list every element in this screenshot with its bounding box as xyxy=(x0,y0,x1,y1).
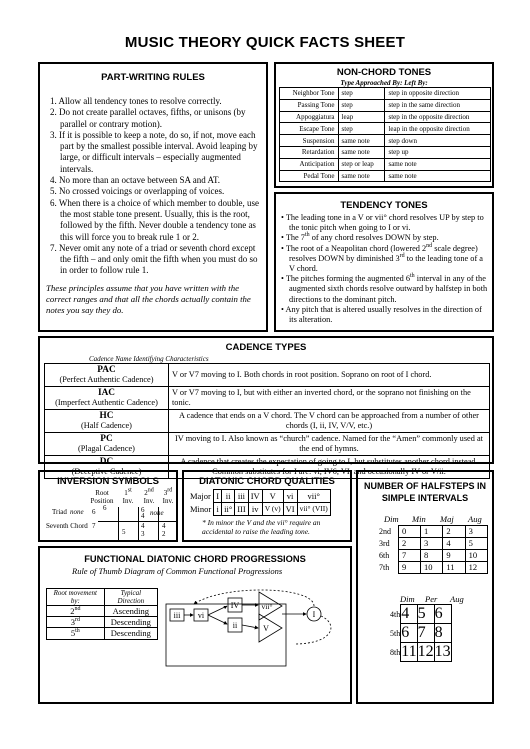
root-col: Root Position xyxy=(90,489,114,505)
halfsteps-cols2: Dim Per Aug xyxy=(400,593,464,604)
minor-chord: III xyxy=(235,503,249,516)
halfstep-count: 6 xyxy=(401,624,417,643)
interval-label: 6th xyxy=(379,550,390,560)
interval-row xyxy=(390,605,451,624)
direction: Descending xyxy=(104,628,157,639)
interval-label: 7th xyxy=(379,562,390,572)
cadence-panel xyxy=(38,336,494,476)
interval-label: 4th xyxy=(390,609,401,619)
cadence-name: HC (Half Cadence) xyxy=(45,410,169,433)
interval: 2nd xyxy=(47,606,105,617)
page-title: MUSIC THEORY QUICK FACTS SHEET xyxy=(124,34,406,51)
node-vii: vii° xyxy=(261,602,273,611)
tendency-item: • Any pitch that is altered usually resolves in the direction of its alteration. xyxy=(281,304,482,325)
progressions-subheading: Rule of Thumb Diagram of Common Functional Progressions xyxy=(72,566,283,576)
rule-item: 3. If it is possible to keep a note, do so, if not, move each part by the smallest possible interval. Avoid leaping by large, or difficult intervals – especially augmented intervals. xyxy=(50,129,258,174)
rule-item: 2. Do not create parallel octaves, fifths, or unisons (by parallel or contrary motion). xyxy=(50,107,246,129)
inversion-heading: INVERSION SYMBOLS xyxy=(57,476,159,487)
nct-approach: step xyxy=(338,99,385,111)
halfstep-count: 9 xyxy=(443,549,465,561)
node-vi: vi xyxy=(197,611,205,620)
halfstep-count: 13 xyxy=(434,643,451,660)
nct-left: step up xyxy=(385,146,491,158)
part-writing-panel xyxy=(38,62,268,332)
non-chord-row xyxy=(280,123,491,135)
triad-root-value: none xyxy=(70,508,84,516)
halfstep-count: 10 xyxy=(465,549,487,561)
halfstep-count: 3 xyxy=(465,525,487,537)
cadence-desc: A cadence that ends on a V chord. The V chord can be approached from a number of other chords (I, ii, IV, V/V, etc.) xyxy=(169,410,490,433)
part-writing-heading: PART-WRITING RULES xyxy=(101,72,205,83)
halfstep-count: 2 xyxy=(443,525,465,537)
halfstep-count: 3 xyxy=(421,537,443,549)
halfstep-count: 5 xyxy=(417,605,434,624)
triad-first-inv: 6 xyxy=(103,504,107,512)
diatonic-panel xyxy=(182,470,352,542)
cadence-table xyxy=(44,363,490,479)
halfstep-count: 12 xyxy=(417,643,434,660)
seventh-third-inv-2: 2 xyxy=(162,530,166,538)
nct-left: step in the opposite direction xyxy=(385,111,491,123)
halfstep-count: 4 xyxy=(401,605,417,624)
cadence-row xyxy=(45,364,490,387)
rule-item: 1. Allow all tendency tones to resolve correctly. xyxy=(50,96,222,106)
non-chord-row xyxy=(280,111,491,123)
halfsteps-table xyxy=(376,525,488,574)
nct-left: same note xyxy=(385,170,491,182)
rule-item: 5. No crossed voicings or overlapping of voices. xyxy=(50,186,225,197)
nct-type: Retardation xyxy=(280,146,339,158)
direction-head: Typical Direction xyxy=(104,589,157,606)
triad-third-inv: none xyxy=(150,509,164,517)
tendency-panel xyxy=(274,192,494,332)
cadence-desc: A cadence that creates the expectation of going to I, but substitutes another chord instead. Common substitutes for I are: vi, IV6, VI, and occasionally IV or V/ii. xyxy=(169,456,490,479)
interval-row xyxy=(390,643,451,662)
nct-type: Neighbor Tone xyxy=(280,88,339,100)
non-chord-heading: NON-CHORD TONES xyxy=(336,67,432,78)
halfstep-count: 11 xyxy=(443,561,465,573)
halfstep-count: 12 xyxy=(465,561,487,573)
nct-left: step in opposite direction xyxy=(385,88,491,100)
major-chord: V xyxy=(262,490,283,503)
major-label: Major xyxy=(190,491,211,501)
major-chord: IV xyxy=(248,490,262,503)
interval-row xyxy=(376,549,488,561)
cadence-row xyxy=(45,410,490,433)
triad-label: Triad xyxy=(52,508,67,516)
nct-type: Anticipation xyxy=(280,158,339,170)
minor-chord: V (v) xyxy=(262,503,283,516)
non-chord-row xyxy=(280,135,491,147)
third-inv-col: 3rd Inv. xyxy=(162,487,174,505)
tendency-heading: TENDENCY TONES xyxy=(340,200,428,211)
seventh-second-inv-4: 4 xyxy=(141,522,145,530)
halfstep-count: 5 xyxy=(465,537,487,549)
nct-type: Pedal Tone xyxy=(280,170,339,182)
first-inv-col: 1st Inv. xyxy=(122,487,134,505)
interval-row xyxy=(376,525,488,537)
major-chord: I xyxy=(214,490,222,503)
tendency-item: • The leading tone in a V or vii° chord resolves UP by step to the tonic pitch when going to I or vi. xyxy=(281,213,484,233)
seventh-root: 7 xyxy=(92,522,96,530)
root-movement-head: Root movement by: xyxy=(47,589,105,606)
halfstep-count: 8 xyxy=(421,549,443,561)
cadence-heading: CADENCE TYPES xyxy=(225,342,307,353)
second-inv-col: 2nd Inv. xyxy=(143,487,155,505)
halfstep-count: 11 xyxy=(401,643,417,660)
non-chord-subheading: Type Approached By: Left By: xyxy=(340,79,428,87)
part-writing-note: These principles assume that you have written with the correct ranges and that all the chords actually contain the notes you say they do. xyxy=(46,282,251,315)
seventh-label: Seventh Chord xyxy=(46,522,88,530)
root-movement-table xyxy=(46,588,158,640)
rule-item: 7. Never omit any note of a triad or seventh chord except the fifth – and only omit the fifth when you must do so in order to follow rule 1. xyxy=(50,242,258,276)
minor-chord: VI xyxy=(283,503,297,516)
minor-chord: i xyxy=(214,503,222,516)
interval-label: 2nd xyxy=(379,526,391,536)
major-chord: vii° xyxy=(297,490,330,503)
cadence-name: DC (Deceptive Cadence) xyxy=(45,456,169,479)
halfsteps-heading: NUMBER OF HALFSTEPS IN SIMPLE INTERVALS xyxy=(363,481,486,503)
triad-second-inv-four: 4 xyxy=(141,512,145,520)
interval-row xyxy=(376,537,488,549)
tendency-item: • The pitches forming the augmented 6th interval in any of the augmented sixth chords resolve outward by halfstep in both directions to the dominant pitch. xyxy=(281,273,488,304)
nct-approach: same note xyxy=(338,135,385,147)
nct-type: Suspension xyxy=(280,135,339,147)
rule-item: 6. When there is a choice of which member to double, use the most stable tone present. Usually, this is the root, followed by the fifth. Never double a tendency tone as this will force you to break rule 1 or 2. xyxy=(50,197,260,242)
triad-second-inv-six: 6 xyxy=(141,506,145,514)
cadence-row xyxy=(45,433,490,456)
halfsteps-table-2 xyxy=(390,604,452,662)
non-chord-row xyxy=(280,158,491,170)
node-ii: ii xyxy=(232,621,238,630)
halfstep-count: 7 xyxy=(417,624,434,643)
nct-approach: step xyxy=(338,88,385,100)
interval-row xyxy=(376,561,488,573)
tendency-item: • The 7th of any chord resolves DOWN by step. xyxy=(281,232,439,243)
halfstep-count: 1 xyxy=(421,525,443,537)
direction: Descending xyxy=(104,617,157,628)
node-iii: iii xyxy=(173,611,181,620)
nct-type: Passing Tone xyxy=(280,99,339,111)
cadence-name: PAC (Perfect Authentic Cadence) xyxy=(45,364,169,387)
halfstep-count: 4 xyxy=(443,537,465,549)
triad-root-six: 6 xyxy=(92,508,96,516)
cadence-desc: IV moving to I. Also known as “church” cadence. Named for the “Amen” commonly used at the end of hymns. xyxy=(169,433,490,456)
cadence-desc: V or V7 moving to I. Both chords in root position. Soprano on root of I chord. xyxy=(169,364,490,387)
minor-label: Minor xyxy=(190,504,212,514)
seventh-first-inv: 5 xyxy=(122,528,126,536)
direction: Ascending xyxy=(104,606,157,617)
halfsteps-panel xyxy=(356,470,494,704)
cadence-row xyxy=(45,387,490,410)
nct-type: Escape Tone xyxy=(280,123,339,135)
non-chord-row xyxy=(280,146,491,158)
nct-approach: step or leap xyxy=(338,158,385,170)
nct-left: leap in the opposite direction xyxy=(385,123,491,135)
nct-approach: same note xyxy=(338,146,385,158)
non-chord-row xyxy=(280,88,491,100)
nct-left: same note xyxy=(385,158,491,170)
node-V: V xyxy=(263,624,269,633)
major-chord: vi xyxy=(283,490,297,503)
diatonic-heading: DIATONIC CHORD QUALITIES xyxy=(199,476,335,487)
interval: 3rd xyxy=(47,617,105,628)
halfstep-count: 10 xyxy=(421,561,443,573)
diatonic-table xyxy=(188,489,331,516)
interval-label: 3rd xyxy=(379,538,390,548)
cadence-name: IAC (Imperfect Authentic Cadence) xyxy=(45,387,169,410)
cadence-desc: V or V7 moving to I, but with either an inverted chord, or the soprano not finishing on the tonic. xyxy=(169,387,490,410)
nct-approach: same note xyxy=(338,170,385,182)
halfstep-count: 8 xyxy=(434,624,451,643)
tendency-item: • The root of a Neapolitan chord (lowered 2nd scale degree) resolves DOWN by diminished 3rd to the leading tone of a V chord. xyxy=(281,242,483,274)
interval-label: 8th xyxy=(390,647,401,657)
nct-left: step down xyxy=(385,135,491,147)
diatonic-note: * In minor the V and the vii° require an accidental to raise the leading tone. xyxy=(202,518,321,536)
minor-chord: ii° xyxy=(222,503,235,516)
seventh-second-inv-3: 3 xyxy=(141,530,145,538)
major-chord: ii xyxy=(222,490,235,503)
halfstep-count: 9 xyxy=(399,561,421,573)
progressions-panel xyxy=(38,546,352,704)
interval-label: 5th xyxy=(390,628,401,638)
non-chord-table xyxy=(279,87,491,182)
halfstep-count: 2 xyxy=(399,537,421,549)
non-chord-row xyxy=(280,170,491,182)
non-chord-row xyxy=(280,99,491,111)
major-chord: iii xyxy=(235,490,249,503)
progression-diagram xyxy=(164,584,348,670)
nct-left: step in the same direction xyxy=(385,99,491,111)
halfstep-count: 6 xyxy=(434,605,451,624)
node-I: I xyxy=(312,610,316,619)
cadence-name: PC (Plagal Cadence) xyxy=(45,433,169,456)
interval: 5th xyxy=(47,628,105,639)
rule-item: 4. No more than an octave between SA and AT. xyxy=(50,175,221,186)
halfstep-count: 0 xyxy=(399,525,421,537)
inversion-panel xyxy=(38,470,178,542)
halfstep-count: 7 xyxy=(399,549,421,561)
seventh-third-inv-4: 4 xyxy=(162,522,166,530)
cadence-subheading: Cadence Name Identifying Characteristics xyxy=(89,355,209,363)
node-IV: IV xyxy=(230,601,240,610)
minor-chord: iv xyxy=(248,503,262,516)
interval-row xyxy=(390,624,451,643)
minor-chord: vii° (VII) xyxy=(297,503,330,516)
halfsteps-cols: Dim Min Maj Aug xyxy=(384,514,482,524)
nct-approach: leap xyxy=(338,111,385,123)
progressions-heading: FUNCTIONAL DIATONIC CHORD PROGRESSIONS xyxy=(84,554,306,564)
nct-approach: step xyxy=(338,123,385,135)
non-chord-panel xyxy=(274,62,494,188)
nct-type: Appoggiatura xyxy=(280,111,339,123)
